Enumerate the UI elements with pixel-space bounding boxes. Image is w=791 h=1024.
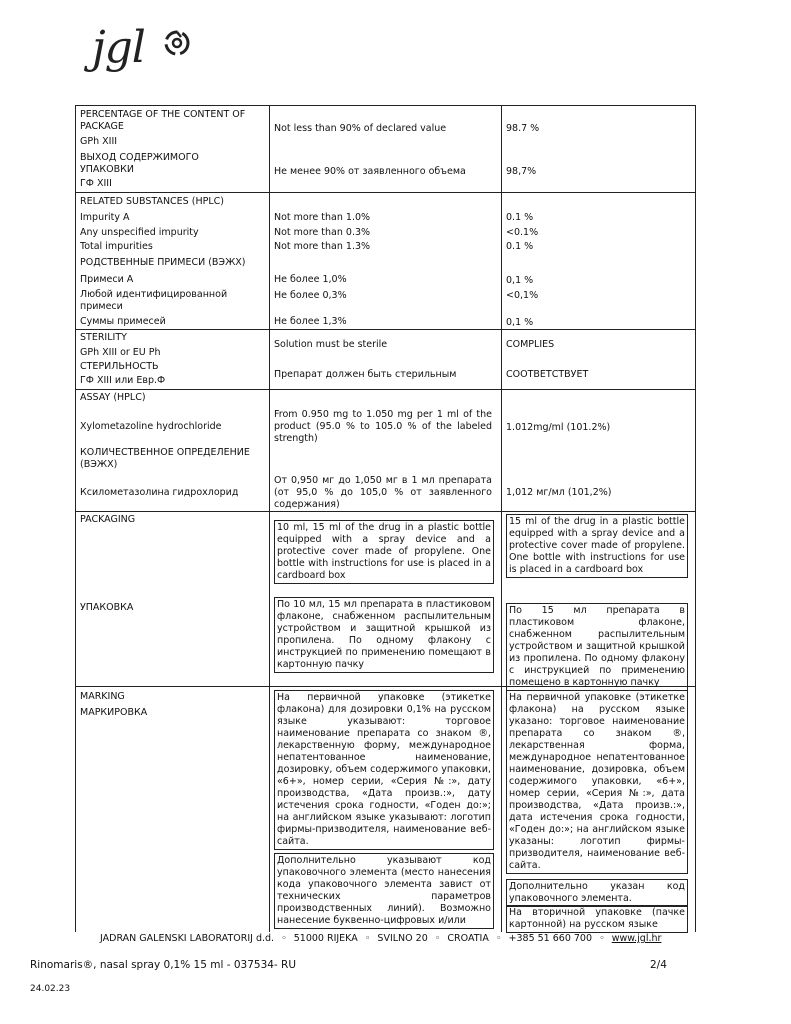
- result-value: 98,7%: [506, 166, 537, 177]
- spec-value: На первичной упаковке (этикетке флакона) для дозировки 0,1% на русском языке указывают: торговое наименование препарата со знаком ®, лекарственную форму, международное непатентованное наименование, дозировку, объем содержимого упаковки, «6+», номер серии, «Серия №:», дату производства, «Дата произв.:», дату истечения срока годности, «Годен до:»; на английском языке указывают: логотип фирмы-призводителя, наименование веб-сайта.: [274, 690, 494, 850]
- bullet-icon: ◦: [599, 933, 605, 944]
- row-heading: КОЛИЧЕСТВЕННОЕ ОПРЕДЕЛЕНИЕ: [80, 447, 250, 458]
- logo-swirl-icon: [162, 28, 192, 58]
- company-footer: [100, 933, 661, 944]
- result-value: 98.7 %: [506, 123, 540, 134]
- spec-value: От 0,950 мг до 1,050 мг в 1 мл препарата (от 95,0 % до 105,0 % от заявленного содержания): [274, 475, 492, 510]
- result-value: На первичной упаковке (этикетке флакона) на русском языке указано: торговое наименование препарата со знаком ®, лекарственная форма, международное непатентованное наименование, дозировка, объем содержимого упаковки, «6+», номер серии, «Серия №:», дата производства, «Дата произв.:», дата истечения срока годности, «Годен до:»; на английском языке указаны: логотип фирмы-призводителя, наименование веб-сайта.: [506, 690, 688, 874]
- spec-value: Not more than 1.3%: [274, 241, 371, 252]
- row-heading: МАРКИРОВКА: [80, 707, 148, 718]
- row-heading: СТЕРИЛЬНОСТЬ: [80, 361, 159, 372]
- row-heading: УПАКОВКА: [80, 602, 134, 613]
- row-heading: RELATED SUBSTANCES (HPLC): [80, 196, 224, 207]
- company-street: SVILNO 20: [377, 933, 428, 944]
- row-heading: PACKAGE: [80, 121, 124, 132]
- column-divider: [269, 106, 270, 932]
- result-value: 15 ml of the drug in a plastic bottle equipped with a spray device and a protective cover made of propylene. One bottle with instructions for use is placed in a cardboard box: [506, 514, 688, 578]
- substance-label: Xylometazoline hydrochloride: [80, 421, 222, 432]
- impurity-label: Impurity A: [80, 212, 130, 223]
- spec-value: Not more than 1.0%: [274, 212, 371, 223]
- impurity-label: Total impurities: [80, 241, 153, 252]
- result-value: 1.012mg/ml (101.2%): [506, 422, 611, 433]
- company-city: 51000 RIJEKA: [293, 933, 358, 944]
- result-value: По 15 мл препарата в пластиковом флаконе, снабженном распылительным устройством и защитной крышкой из пропилена. По одному флакону с инструкцией по применению помещено в картонную пачку: [506, 603, 688, 691]
- result-value: <0.1%: [506, 227, 539, 238]
- row-heading: РОДСТВЕННЫЕ ПРИМЕСИ (ВЭЖХ): [80, 257, 246, 268]
- substance-label: Ксилометазолина гидрохлорид: [80, 487, 239, 498]
- row-heading: ГФ XIII: [80, 178, 112, 189]
- spec-value: Не более 1,0%: [274, 274, 347, 285]
- row-divider: [76, 389, 695, 390]
- spec-value: Препарат должен быть стерильным: [274, 369, 457, 380]
- row-heading: GPh XIII: [80, 136, 118, 147]
- page-number: 2/4: [650, 959, 667, 971]
- result-value: 0.1 %: [506, 241, 534, 252]
- row-heading: ВЫХОД СОДЕРЖИМОГО: [80, 152, 199, 163]
- spec-value: Not more than 0.3%: [274, 227, 371, 238]
- row-heading: MARKING: [80, 691, 125, 702]
- document-title: Rinomaris®, nasal spray 0,1% 15 ml - 037534- RU: [30, 959, 297, 971]
- row-divider: [76, 511, 695, 512]
- spec-value: From 0.950 mg to 1.050 mg per 1 ml of the product (95.0 % to 105.0 % of the labeled strength): [274, 409, 492, 444]
- bullet-icon: ◦: [495, 933, 502, 944]
- spec-value: Solution must be sterile: [274, 339, 388, 350]
- company-country: CROATIA: [447, 933, 489, 944]
- logo-text: jgl: [92, 22, 145, 73]
- company-logo: [92, 22, 212, 82]
- result-value: 1,012 мг/мл (101,2%): [506, 487, 612, 498]
- spec-value: Дополнительно указывают код упаковочного элемента (место нанесения кода упаковочного элемента завист от технических параметров производственных линий). Возможно нанесение буквенно-цифровых и/или: [274, 853, 494, 929]
- spec-value: По 10 мл, 15 мл препарата в пластиковом флаконе, снабженном распылительным устройством и защитной крышкой из пропилена. По одному флакону с инструкцией по применению помещают в картонную пачку: [274, 597, 494, 673]
- impurity-label: Примеси А: [80, 274, 134, 285]
- spec-value: Не менее 90% от заявленного объема: [274, 166, 466, 177]
- result-value: СООТВЕТСТВУЕТ: [506, 369, 589, 380]
- bullet-icon: ◦: [364, 933, 371, 944]
- row-heading: ГФ XIII или Евр.Ф: [80, 375, 166, 386]
- company-phone: +385 51 660 700: [508, 933, 593, 944]
- result-value: COMPLIES: [506, 339, 555, 350]
- row-heading: (ВЭЖХ): [80, 459, 118, 470]
- impurity-label: примеси: [80, 301, 123, 312]
- result-value: <0,1%: [506, 290, 539, 301]
- company-website-link[interactable]: www.jgl.hr: [611, 933, 662, 944]
- impurity-label: Суммы примесей: [80, 316, 166, 327]
- result-value: Дополнительно указан код упаковочного элемента.: [506, 879, 688, 907]
- spec-value: Не более 1,3%: [274, 316, 347, 327]
- row-heading: ASSAY (HPLC): [80, 392, 146, 403]
- spec-value: Not less than 90% of declared value: [274, 123, 447, 134]
- row-heading: PACKAGING: [80, 514, 136, 525]
- spec-value: Не более 0,3%: [274, 290, 347, 301]
- row-heading: STERILITY: [80, 332, 127, 343]
- row-heading: GPh XIII or EU Ph: [80, 347, 161, 358]
- result-value: 0.1 %: [506, 212, 534, 223]
- bullet-icon: ◦: [281, 933, 287, 944]
- spec-value: 10 ml, 15 ml of the drug in a plastic bottle equipped with a spray device and a protective cover made of propylene. One bottle with instructions for use is placed in a cardboard box: [274, 520, 494, 584]
- document-date: 24.02.23: [30, 984, 71, 994]
- result-value: На вторичной упаковке (пачке картонной) на русском языке: [506, 905, 688, 933]
- row-heading: УПАКОВКИ: [80, 164, 135, 175]
- column-divider: [501, 106, 502, 932]
- impurity-label: Any unspecified impurity: [80, 227, 199, 238]
- spec-table: [75, 105, 696, 932]
- row-divider: [76, 192, 695, 193]
- company-name: JADRAN GALENSKI LABORATORIJ d.d.: [100, 933, 275, 944]
- result-value: 0,1 %: [506, 275, 534, 286]
- row-heading: PERCENTAGE OF THE CONTENT OF: [80, 109, 246, 120]
- impurity-label: Любой идентифицированной: [80, 289, 228, 300]
- result-value: 0,1 %: [506, 317, 534, 328]
- bullet-icon: ◦: [434, 933, 441, 944]
- row-divider: [76, 329, 695, 330]
